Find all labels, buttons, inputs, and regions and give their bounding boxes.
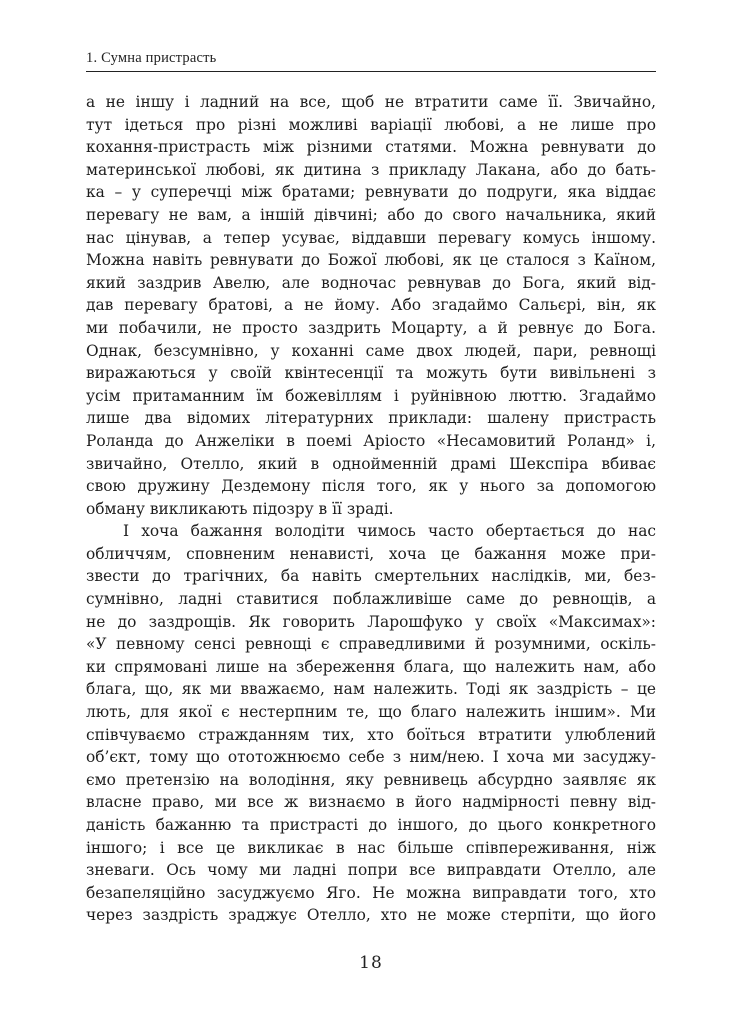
text-line: який заздрив Авелю, але водночас ревнував до Бога, який від- [86,273,656,292]
text-line: зневаги. Ось чому ми ладні попри все виправдати Отелло, але [86,861,656,880]
text-line: блага, що, як ми вважаємо, нам належить. Тоді як заздрість – це [86,680,656,699]
text-line: перевагу не вам, а іншій дівчині; або до свого начальника, який [86,205,656,224]
text-line: нас цінував, а тепер усуває, віддавши перевагу комусь іншому. [86,228,656,247]
text-line: обману викликають підозру в її зраді. [86,499,394,518]
text-line: звичайно, Отелло, який в однойменній драмі Шекспіра вбиває [86,454,656,473]
text-line: «У певному сенсі ревнощі є справедливими й розумними, оскіль- [86,635,656,654]
text-line: обличчям, сповненим ненависті, хоча це бажання може при- [86,544,656,563]
text-line: Можна навіть ревнувати до Божої любові, як це сталося з Каїном, [86,251,656,270]
header-rule [86,71,656,72]
text-line: свою дружину Дездемону після того, як у нього за допомогою [86,477,656,496]
text-line: І хоча бажання володіти чимось часто обертається до нас [123,522,656,541]
text-line: не до заздрощів. Як говорить Ларошфуко у своїх «Максимах»: [86,612,656,631]
text-line: материнської любові, як дитина з прикладу Лакана, або до бать- [86,160,656,179]
text-line: Однак, безсумнівно, у коханні саме двох людей, пари, ревнощі [86,341,656,360]
text-line: через заздрість зраджує Отелло, хто не може стерпіти, що його [86,906,656,925]
text-line: ми побачили, не просто заздрить Моцарту, а й ревнує до Бога. [86,318,656,337]
text-line: а не іншу і ладний на все, щоб не втратити саме її. Звичайно, [86,93,656,111]
text-line: лють, для якої є нестерпним те, що благо належить іншим». Ми [86,703,656,722]
text-line: кохання-пристрасть між різними статями. Можна ревнувати до [86,138,656,157]
text-line: ємо претензію на володіння, яку ревнивець абсурдно заявляє як [86,770,656,789]
text-line: сумнівно, ладні ставитися поблажливіше саме до ревнощів, а [86,590,656,609]
text-line: безапеляційно засуджуємо Яго. Не можна виправдати того, хто [86,883,656,902]
text-line: усім притаманним їм божевіллям і руйнівною люттю. Згадаймо [86,386,656,405]
body-text [86,91,656,927]
text-line: даність бажанню та пристрасті до іншого, до цього конкретного [86,816,656,834]
text-line: об’єкт, тому що ототожнюємо себе з ним/нею. І хоча ми засуджу- [86,748,656,767]
text-line: тут ідеться про різні можливі варіації любові, а не лише про [86,115,656,134]
text-line: власне право, ми все ж визнаємо в його надмірності певну від- [86,793,656,812]
text-line: ка – у суперечці між братами; ревнувати до подруги, яка віддає [86,183,656,202]
running-head: 1. Сумна пристрасть [86,50,217,66]
text-line: іншого; і все це викликає в нас більше співпереживання, ніж [86,838,656,857]
text-line: дав перевагу братові, а не йому. Або згадаймо Сальєрі, він, як [86,296,656,315]
text-line: виражаються у своїй квінтесенції та можуть бути вивільнені з [86,364,656,383]
text-line: звести до трагічних, ба навіть смертельних наслідків, ми, без- [86,567,656,586]
page-number: 18 [359,953,383,973]
text-line: лише два відомих літературних приклади: шалену пристрасть [86,409,656,428]
text-line: ки спрямовані лише на збереження блага, що належить нам, або [86,657,656,676]
text-line: співчуваємо стражданням тих, хто боїться втратити улюблений [86,725,656,744]
text-line: Роланда до Анжеліки в поемі Аріосто «Несамовитий Роланд» і, [86,431,656,450]
